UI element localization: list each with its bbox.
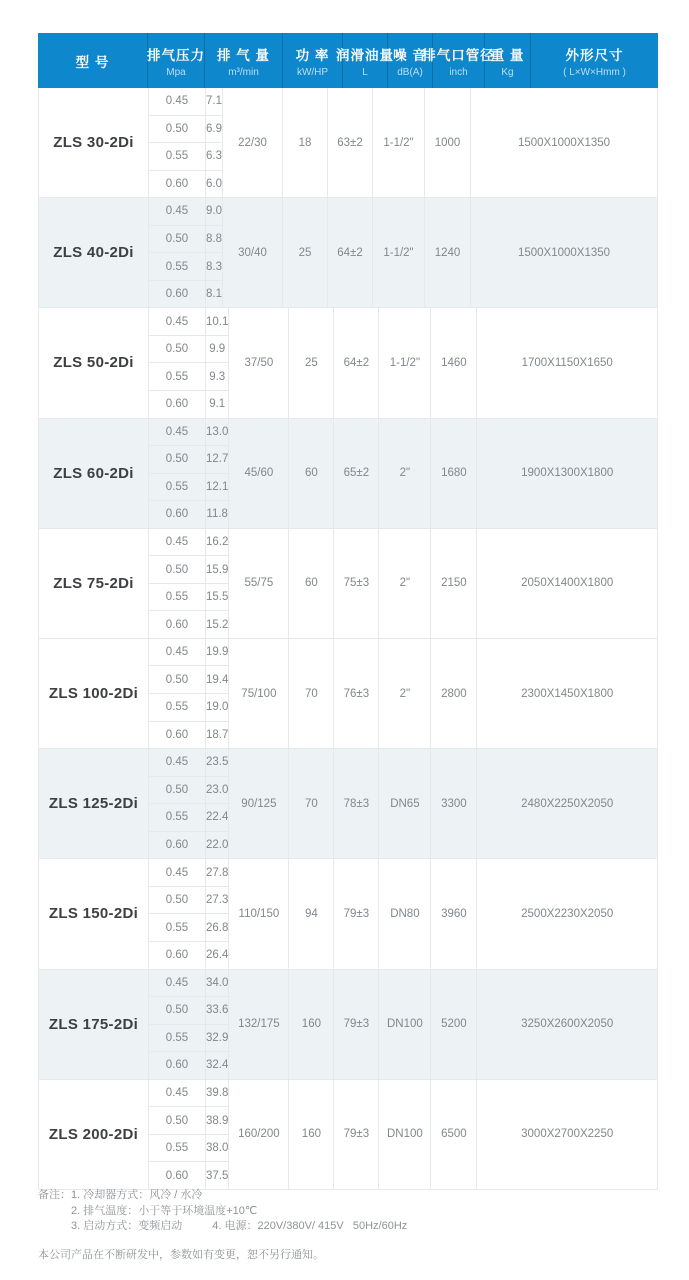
model-name: ZLS 30-2Di: [39, 88, 149, 197]
oil-value: 25: [289, 308, 334, 417]
noise-value: 64±2: [334, 308, 379, 417]
pressure-displacement-grid: [149, 198, 223, 307]
sub-row: [149, 446, 229, 474]
note-item-3: 3. 启动方式：变频启动: [71, 1220, 183, 1232]
displacement-value: 32.9: [206, 1025, 229, 1052]
sub-row: [149, 777, 229, 805]
model-row-block: [39, 638, 657, 748]
dimensions-value: 2050X1400X1800: [521, 577, 614, 590]
model-row-block: [39, 88, 657, 197]
power-value: 132/175: [229, 970, 289, 1079]
port-value: 2": [379, 639, 431, 748]
sub-row: [149, 1052, 229, 1079]
power-value: 75/100: [229, 639, 289, 748]
sub-row: [149, 143, 223, 171]
column-unit: Kg: [501, 66, 514, 78]
table-header: [38, 33, 658, 88]
sub-row: [149, 501, 229, 528]
noise-value: 79±3: [334, 1080, 379, 1189]
sub-row: [149, 694, 229, 722]
displacement-value: 26.8: [206, 914, 229, 941]
noise-value: 63±2: [328, 88, 373, 197]
displacement-value: 8.8: [206, 226, 223, 253]
port-value: 1-1/2": [379, 308, 431, 417]
pressure-displacement-grid: [149, 88, 223, 197]
pressure-value: 0.60: [149, 942, 206, 969]
model-row-block: [39, 197, 657, 307]
weight-value: 3960: [431, 859, 477, 968]
footnotes: [38, 1188, 407, 1263]
pressure-value: 0.55: [149, 474, 206, 501]
pressure-value: 0.50: [149, 226, 206, 253]
sub-row: [149, 832, 229, 859]
model-name: ZLS 50-2Di: [39, 308, 149, 417]
port-value: DN65: [379, 749, 431, 858]
sub-row: [149, 88, 223, 116]
weight-value: 3300: [431, 749, 477, 858]
column-unit: inch: [449, 66, 468, 78]
pressure-value: 0.55: [149, 1135, 206, 1162]
pressure-value: 0.55: [149, 804, 206, 831]
sub-row: [149, 1107, 229, 1135]
model-row-block: [39, 858, 657, 968]
pressure-value: 0.45: [149, 419, 206, 446]
pressure-value: 0.50: [149, 446, 206, 473]
column-label: 润滑油量: [336, 47, 394, 63]
sub-row: [149, 1025, 229, 1053]
displacement-value: 39.8: [206, 1080, 229, 1107]
displacement-value: 6.3: [206, 143, 223, 170]
sub-row: [149, 419, 229, 447]
displacement-value: 11.8: [206, 501, 229, 528]
displacement-value: 15.2: [206, 611, 229, 638]
column-unit: dB(A): [397, 66, 423, 78]
power-value: 37/50: [229, 308, 289, 417]
sub-row: [149, 666, 229, 694]
oil-value: 160: [289, 1080, 334, 1189]
port-value: 2": [379, 419, 431, 528]
model-row-block: [39, 307, 657, 417]
weight-value: 1240: [425, 198, 471, 307]
noise-value: 76±3: [334, 639, 379, 748]
noise-value: 79±3: [334, 859, 379, 968]
sub-row: [149, 942, 229, 969]
oil-value: 18: [283, 88, 328, 197]
power-value: 160/200: [229, 1080, 289, 1189]
weight-value: 1000: [425, 88, 471, 197]
sub-row: [149, 1135, 229, 1163]
noise-value: 64±2: [328, 198, 373, 307]
pressure-value: 0.45: [149, 749, 206, 776]
pressure-value: 0.60: [149, 171, 206, 198]
header-cell-displacement: [205, 33, 283, 88]
pressure-value: 0.55: [149, 363, 206, 390]
pressure-value: 0.60: [149, 722, 206, 749]
table-body: [38, 88, 658, 1190]
sub-row: [149, 639, 229, 667]
sub-row: [149, 253, 223, 281]
column-label: 外形尺寸: [565, 47, 624, 63]
pressure-value: 0.60: [149, 1162, 206, 1189]
model-name: ZLS 125-2Di: [39, 749, 149, 858]
column-label: 噪 音: [393, 47, 427, 63]
pressure-value: 0.55: [149, 584, 206, 611]
pressure-value: 0.50: [149, 666, 206, 693]
dimensions-value: 3250X2600X2050: [521, 1018, 614, 1031]
pressure-value: 0.50: [149, 777, 206, 804]
displacement-value: 10.1: [206, 308, 229, 335]
dimensions-value: 2500X2230X2050: [521, 907, 614, 920]
sub-row: [149, 281, 223, 308]
oil-value: 160: [289, 970, 334, 1079]
note-item-2: 2. 排气温度：小于等于环境温度+10℃: [71, 1204, 258, 1217]
column-unit: L: [362, 66, 368, 78]
oil-value: 60: [289, 419, 334, 528]
sub-row: [149, 1162, 229, 1189]
displacement-value: 27.8: [206, 859, 229, 886]
dimensions-value: 2480X2250X2050: [521, 797, 614, 810]
model-row-block: [39, 748, 657, 858]
pressure-value: 0.55: [149, 143, 206, 170]
sub-row: [149, 116, 223, 144]
pressure-value: 0.50: [149, 997, 206, 1024]
pressure-displacement-grid: [149, 419, 229, 528]
displacement-value: 22.0: [206, 832, 229, 859]
displacement-value: 12.1: [206, 474, 229, 501]
pressure-displacement-grid: [149, 639, 229, 748]
weight-value: 5200: [431, 970, 477, 1079]
header-cell-oil: [336, 33, 394, 88]
sub-row: [149, 1080, 229, 1108]
oil-value: 70: [289, 749, 334, 858]
column-unit: kW/HP: [296, 66, 329, 78]
displacement-value: 16.2: [206, 529, 229, 556]
pressure-value: 0.45: [149, 970, 206, 997]
pressure-value: 0.45: [149, 198, 206, 225]
weight-value: 1460: [431, 308, 477, 417]
pressure-value: 0.45: [149, 859, 206, 886]
model-name: ZLS 75-2Di: [39, 529, 149, 638]
header-cell-pressure: [148, 33, 205, 88]
pressure-value: 0.45: [149, 1080, 206, 1107]
port-value: 1-1/2": [373, 88, 425, 197]
weight-value: 2150: [431, 529, 477, 638]
displacement-value: 7.1: [206, 88, 223, 115]
noise-value: 75±3: [334, 529, 379, 638]
pressure-value: 0.55: [149, 694, 206, 721]
model-row-block: [39, 1079, 657, 1189]
displacement-value: 34.0: [206, 970, 229, 997]
sub-row: [149, 198, 223, 226]
sub-row: [149, 887, 229, 915]
model-name: ZLS 40-2Di: [39, 198, 149, 307]
pressure-value: 0.55: [149, 1025, 206, 1052]
pressure-displacement-grid: [149, 749, 229, 858]
displacement-value: 22.4: [206, 804, 229, 831]
sub-row: [149, 308, 229, 336]
sub-row: [149, 336, 229, 364]
sub-row: [149, 529, 229, 557]
power-value: 55/75: [229, 529, 289, 638]
oil-value: 25: [283, 198, 328, 307]
column-label: 型 号: [75, 54, 110, 70]
note-item-4: 4. 电源：220V/380V/ 415V 50Hz/60Hz: [212, 1220, 408, 1232]
sub-row: [149, 226, 223, 254]
sub-row: [149, 474, 229, 502]
displacement-value: 19.9: [206, 639, 229, 666]
power-value: 30/40: [223, 198, 283, 307]
model-name: ZLS 150-2Di: [39, 859, 149, 968]
weight-value: 6500: [431, 1080, 477, 1189]
noise-value: 79±3: [334, 970, 379, 1079]
displacement-value: 6.9: [206, 116, 223, 143]
pressure-value: 0.45: [149, 308, 206, 335]
noise-value: 78±3: [334, 749, 379, 858]
pressure-value: 0.55: [149, 914, 206, 941]
pressure-value: 0.50: [149, 116, 206, 143]
displacement-value: 8.3: [206, 253, 223, 280]
pressure-value: 0.60: [149, 1052, 206, 1079]
sub-row: [149, 804, 229, 832]
column-label: 排气压力: [147, 47, 205, 63]
sub-row: [149, 611, 229, 638]
pressure-value: 0.50: [149, 887, 206, 914]
pressure-value: 0.60: [149, 281, 206, 308]
pressure-value: 0.55: [149, 253, 206, 280]
displacement-value: 26.4: [206, 942, 229, 969]
displacement-value: 38.9: [206, 1107, 229, 1134]
displacement-value: 23.0: [206, 777, 229, 804]
column-unit: Mpa: [166, 66, 186, 78]
sub-row: [149, 556, 229, 584]
pressure-displacement-grid: [149, 970, 229, 1079]
column-label: 功 率: [295, 47, 330, 63]
column-label: 排气口管径: [422, 47, 495, 63]
disclaimer: 本公司产品在不断研发中，参数如有变更，恕不另行通知。: [38, 1248, 324, 1261]
pressure-displacement-grid: [149, 308, 229, 417]
pressure-displacement-grid: [149, 1080, 229, 1189]
displacement-value: 8.1: [206, 281, 223, 308]
oil-value: 94: [289, 859, 334, 968]
displacement-value: 32.4: [206, 1052, 229, 1079]
pressure-value: 0.45: [149, 639, 206, 666]
displacement-value: 18.7: [206, 722, 229, 749]
dimensions-value: 1700X1150X1650: [521, 356, 613, 369]
column-label: 重 量: [490, 47, 525, 63]
power-value: 110/150: [229, 859, 289, 968]
dimensions-value: 1500X1000X1350: [517, 246, 611, 259]
pressure-value: 0.45: [149, 529, 206, 556]
noise-value: 65±2: [334, 419, 379, 528]
sub-row: [149, 171, 223, 198]
note-line-2: [38, 1204, 407, 1220]
displacement-value: 37.5: [206, 1162, 229, 1189]
displacement-value: 15.9: [206, 556, 229, 583]
header-cell-weight: [485, 33, 531, 88]
displacement-value: 13.0: [206, 419, 229, 446]
displacement-value: 9.0: [206, 198, 223, 225]
displacement-value: 19.0: [206, 694, 229, 721]
displacement-value: 9.9: [206, 336, 229, 363]
header-cell-power: [283, 33, 343, 88]
notes-prefix: 备注：: [38, 1189, 71, 1201]
dimensions-value: 2300X1450X1800: [521, 687, 614, 700]
oil-value: 60: [289, 529, 334, 638]
model-name: ZLS 100-2Di: [39, 639, 149, 748]
column-label: 排 气 量: [216, 47, 270, 63]
pressure-value: 0.60: [149, 501, 206, 528]
model-name: ZLS 60-2Di: [39, 419, 149, 528]
note-item-1: 1. 冷却器方式：风冷 / 水冷: [71, 1189, 203, 1201]
note-line-1: [38, 1188, 407, 1204]
pressure-displacement-grid: [149, 529, 229, 638]
column-unit: m³/min: [228, 66, 259, 78]
column-unit: ( L×W×Hmm ): [563, 66, 626, 78]
pressure-value: 0.60: [149, 832, 206, 859]
sub-row: [149, 584, 229, 612]
displacement-value: 27.3: [206, 887, 229, 914]
pressure-displacement-grid: [149, 859, 229, 968]
power-value: 90/125: [229, 749, 289, 858]
dimensions-value: 3000X2700X2250: [521, 1128, 614, 1141]
dimensions-value: 1500X1000X1350: [517, 136, 611, 149]
sub-row: [149, 363, 229, 391]
power-value: 22/30: [223, 88, 283, 197]
spec-table: [38, 33, 658, 1190]
header-cell-port: [422, 33, 495, 88]
pressure-value: 0.60: [149, 611, 206, 638]
dimensions-value: 1900X1300X1800: [521, 467, 614, 480]
sub-row: [149, 914, 229, 942]
port-value: 1-1/2": [373, 198, 425, 307]
displacement-value: 38.0: [206, 1135, 229, 1162]
displacement-value: 9.1: [206, 391, 229, 418]
model-name: ZLS 200-2Di: [39, 1080, 149, 1189]
model-row-block: [39, 418, 657, 528]
sub-row: [149, 722, 229, 749]
sub-row: [149, 859, 229, 887]
port-value: 2": [379, 529, 431, 638]
weight-value: 2800: [431, 639, 477, 748]
displacement-value: 12.7: [206, 446, 229, 473]
oil-value: 70: [289, 639, 334, 748]
note-line-3: [38, 1219, 407, 1235]
displacement-value: 23.5: [206, 749, 229, 776]
model-name: ZLS 175-2Di: [39, 970, 149, 1079]
weight-value: 1680: [431, 419, 477, 528]
port-value: DN100: [379, 970, 431, 1079]
model-row-block: [39, 528, 657, 638]
pressure-value: 0.50: [149, 1107, 206, 1134]
sub-row: [149, 970, 229, 998]
model-row-block: [39, 969, 657, 1079]
pressure-value: 0.50: [149, 336, 206, 363]
displacement-value: 9.3: [206, 363, 229, 390]
sub-row: [149, 391, 229, 418]
pressure-value: 0.50: [149, 556, 206, 583]
header-cell-model: [38, 33, 148, 88]
displacement-value: 33.6: [206, 997, 229, 1024]
displacement-value: 6.0: [206, 171, 223, 198]
sub-row: [149, 997, 229, 1025]
header-cell-dimensions: [531, 33, 658, 88]
port-value: DN100: [379, 1080, 431, 1189]
sub-row: [149, 749, 229, 777]
pressure-value: 0.60: [149, 391, 206, 418]
power-value: 45/60: [229, 419, 289, 528]
port-value: DN80: [379, 859, 431, 968]
pressure-value: 0.45: [149, 88, 206, 115]
displacement-value: 15.5: [206, 584, 229, 611]
displacement-value: 19.4: [206, 666, 229, 693]
